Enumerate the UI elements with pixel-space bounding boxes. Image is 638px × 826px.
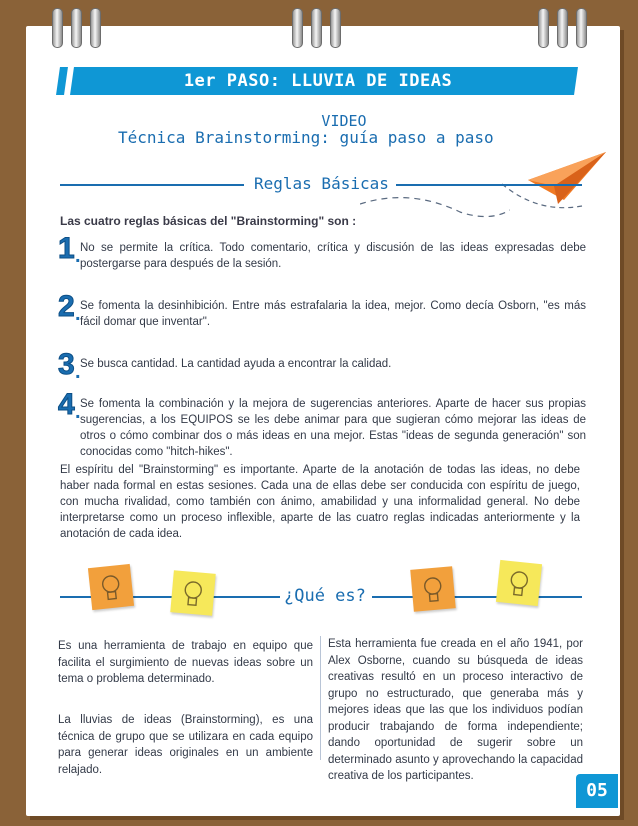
page-number: 05 (576, 774, 618, 808)
divider-line (372, 596, 582, 598)
que-es-left-p1: Es una herramienta de trabajo en equipo que facilita el surgimiento de nuevas ideas sobre un tema o problema determinado. (58, 640, 313, 685)
rule-number-dot: . (75, 303, 81, 325)
rule-number-dot: . (75, 361, 81, 383)
lightbulb-note-icon (496, 560, 542, 606)
binder-ring-icon (90, 8, 101, 48)
rule-4 (58, 388, 586, 460)
binder-ring-icon (576, 8, 587, 48)
reglas-heading: Reglas Básicas (254, 174, 389, 193)
binder-rings-right (538, 8, 587, 48)
divider-line (396, 184, 582, 186)
rule-1 (58, 232, 586, 272)
rule-2 (58, 290, 586, 330)
page-title: 1er PASO: LLUVIA DE IDEAS (183, 71, 453, 91)
binder-ring-icon (52, 8, 63, 48)
lightbulb-note-icon (170, 570, 216, 616)
binder-ring-icon (311, 8, 322, 48)
rule-number: 4 (58, 388, 75, 421)
video-title-link[interactable]: Técnica Brainstorming: guía paso a paso (118, 128, 494, 147)
binder-ring-icon (330, 8, 341, 48)
rule-number-dot: . (75, 245, 81, 267)
que-es-right-p: Esta herramienta fue creada en el año 1941, por Alex Osborne, cuando su búsqueda de ideas creativas resultó en un proceso interactivo de grupo no estructurado, que generaba más y mejores ideas que las que los individuos podían producir trabajando de forma independiente; dando oportunidad de sugerir sobre un determinado asunto y aprovechando la capacidad creativa de los participantes. (328, 638, 583, 782)
rule-number: 3 (58, 348, 75, 381)
que-es-left-p2: La lluvias de ideas (Brainstorming), es una técnica de grupo que se utilizara en cada equipo para generar ideas originales en un ambiente relajado. (58, 714, 313, 776)
lightbulb-note-icon (88, 564, 134, 610)
rule-text: Se fomenta la combinación y la mejora de sugerencias anteriores. Aparte de hacer sus propias sugerencias, a los EQUIPOS se les debe animar para que sugieran cómo mejorar las ideas de otros o cómo combinar dos o más ideas en una mejor. Estas "ideas de segunda generación" son conocidas como "hitch-hikes". (80, 398, 586, 458)
binder-ring-icon (71, 8, 82, 48)
rule-text: No se permite la crítica. Todo comentario, crítica y discusión de las ideas expresadas debe postergarse para después de la sesión. (80, 242, 586, 270)
column-separator (320, 636, 321, 760)
divider-line (60, 184, 244, 186)
binder-rings-left (52, 8, 101, 48)
binder-ring-icon (557, 8, 568, 48)
espiritu-paragraph: El espíritu del "Brainstorming" es importante. Aparte de la anotación de todas las ideas, no debe haber nada formal en estas sesiones. Cada una de ellas debe ser conducida con espíritu de juego, con mucha rivalidad, como también con ánimo, amabilidad y una informalidad general. No debe interpretarse como un proceso inflexible, aparte de las cuatro reglas indicadas anteriormente y la anotación de cada idea. (60, 464, 580, 540)
video-label[interactable]: VIDEO (321, 112, 367, 130)
rule-text: Se fomenta la desinhibición. Entre más estrafalaria la idea, mejor. Como decía Osborn, "es más fácil domar que inventar". (80, 300, 586, 328)
que-es-heading: ¿Qué es? (284, 586, 366, 606)
lightbulb-note-icon (410, 566, 456, 612)
rule-number-dot: . (75, 401, 81, 423)
binder-ring-icon (538, 8, 549, 48)
binder-ring-icon (292, 8, 303, 48)
rule-3 (58, 348, 586, 383)
rule-number: 1 (58, 232, 75, 265)
rule-number: 2 (58, 290, 75, 323)
binder-rings-center (292, 8, 341, 48)
reglas-intro: Las cuatro reglas básicas del "Brainstorming" son : (60, 214, 357, 228)
rule-text: Se busca cantidad. La cantidad ayuda a encontrar la calidad. (80, 358, 392, 370)
